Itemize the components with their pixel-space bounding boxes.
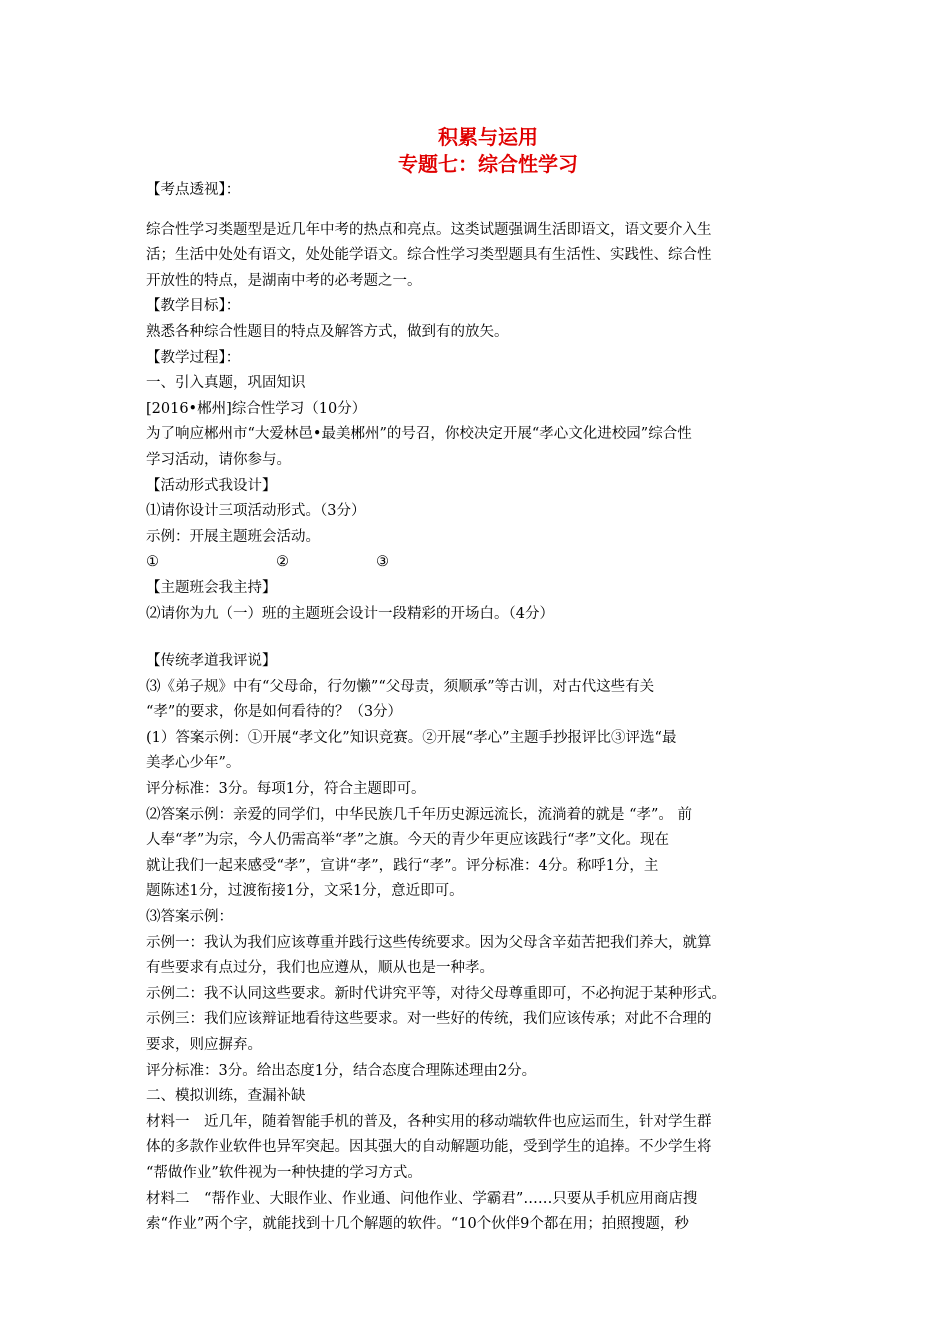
example-one-cont: 有些要求有点过分，我们也应遵从，顺从也是一种孝。: [146, 960, 494, 977]
answer-3: ⑶答案示例：: [146, 909, 233, 926]
example-three: 示例三：我们应该辩证地看待这些要求。对一些好的传统，我们应该传承；对此不合理的: [146, 1011, 712, 1028]
answer-2-cont: 就让我们一起来感受“孝”，宣讲“孝”，践行“孝”。评分标准：4分。称呼1分，主: [146, 857, 659, 874]
paragraph-line: 学习活动，请你参与。: [146, 451, 291, 468]
material-one: 材料一 近几年，随着智能手机的普及，各种实用的移动端软件也应运而生，针对学生群: [146, 1113, 712, 1130]
paragraph-line: 熟悉各种综合性题目的特点及解答方式，做到有的放矢。: [146, 323, 509, 340]
scoring-3: 评分标准：3分。给出态度1分，结合态度合理陈述理由2分。: [146, 1062, 537, 1079]
document-title: [146, 124, 830, 178]
section-heading-exam-points: 【考点透视】：: [146, 182, 241, 198]
material-two: 材料二 “帮作业、大眼作业、作业通、问他作业、学霸君”……只要从手机应用商店搜: [146, 1190, 698, 1207]
paragraph-line: 综合性学习类题型是近几年中考的热点和亮点。这类试题强调生活即语文，语文要介入生: [146, 221, 712, 238]
paragraph-line: 为了响应郴州市“大爱林邑•最美郴州”的号召，你校决定开展“孝心文化进校园”综合性: [146, 426, 692, 443]
example-one: 示例一：我认为我们应该尊重并践行这些传统要求。因为父母含辛茹苦把我们养大，就算: [146, 934, 712, 951]
material-two-cont: 索“作业”两个字，就能找到十几个解题的软件。“10个伙伴9个都在用；拍照搜题，秒: [146, 1216, 689, 1233]
paragraph-line: 开放性的特点，是湖南中考的必考题之一。: [146, 272, 422, 289]
answer-2-cont: 题陈述1分，过渡衔接1分，文采1分，意近即可。: [146, 883, 464, 900]
title-line-1: 积累与运用: [438, 125, 538, 149]
section-heading-teaching-goals: 【教学目标】：: [146, 298, 241, 315]
example-line: 示例：开展主题班会活动。: [146, 528, 320, 545]
question-3: ⑶《弟子规》中有“父母命，行勿懒”“父母责，须顺承”等古训，对古代这些有关: [146, 678, 655, 695]
material-one-cont: 体的多款作业软件也异军突起。因其强大的自动解题功能，受到学生的追捧。不少学生将: [146, 1139, 712, 1156]
question-1: ⑴请你设计三项活动形式。（3分）: [146, 503, 366, 520]
example-three-cont: 要求，则应摒弃。: [146, 1037, 262, 1053]
material-one-cont: “帮做作业”软件视为一种快捷的学习方式。: [146, 1164, 422, 1181]
example-two: 示例二：我不认同这些要求。新时代讲究平等，对待父母尊重即可，不必拘泥于某种形式。: [146, 985, 726, 1002]
question-3-cont: “孝”的要求，你是如何看待的？（3分）: [146, 704, 403, 721]
blank-3: ③: [376, 554, 389, 571]
answer-blanks: [146, 550, 830, 576]
part-heading-one: 一、引入真题，巩固知识: [146, 375, 306, 392]
exam-source: [2016•郴州]综合性学习（10分）: [146, 400, 367, 417]
subheading-class-meeting: 【主题班会我主持】: [146, 579, 277, 596]
paragraph-line: 活；生活中处处有语文，处处能学语文。综合性学习类型题具有生活性、实践性、综合性: [146, 247, 712, 264]
question-2: ⑵请你为九（一）班的主题班会设计一段精彩的开场白。（4分）: [146, 605, 554, 622]
document-body: [146, 178, 830, 1238]
blank-1: ①: [146, 554, 159, 571]
subheading-activity-design: 【活动形式我设计】: [146, 477, 277, 494]
answer-2-cont: 人奉“孝”为宗，今人仍需高举“孝”之旗。今天的青少年更应该践行“孝”文化。现在: [146, 832, 669, 849]
answer-1: (1）答案示例：①开展“孝文化”知识竞赛。②开展“孝心”主题手抄报评比③评选“最: [146, 729, 677, 746]
blank-2: ②: [276, 554, 289, 571]
subheading-filial-piety: 【传统孝道我评说】: [146, 653, 277, 670]
part-heading-two: 二、模拟训练，查漏补缺: [146, 1088, 306, 1105]
title-line-2: 专题七：综合性学习: [398, 152, 578, 176]
scoring-1: 评分标准：3分。每项1分，符合主题即可。: [146, 781, 426, 798]
answer-1-cont: 美孝心少年”。: [146, 755, 241, 772]
answer-2: ⑵答案示例：亲爱的同学们，中华民族几千年历史源远流长，流淌着的就是 “孝”。 前: [146, 806, 693, 823]
section-heading-teaching-process: 【教学过程】：: [146, 349, 241, 366]
